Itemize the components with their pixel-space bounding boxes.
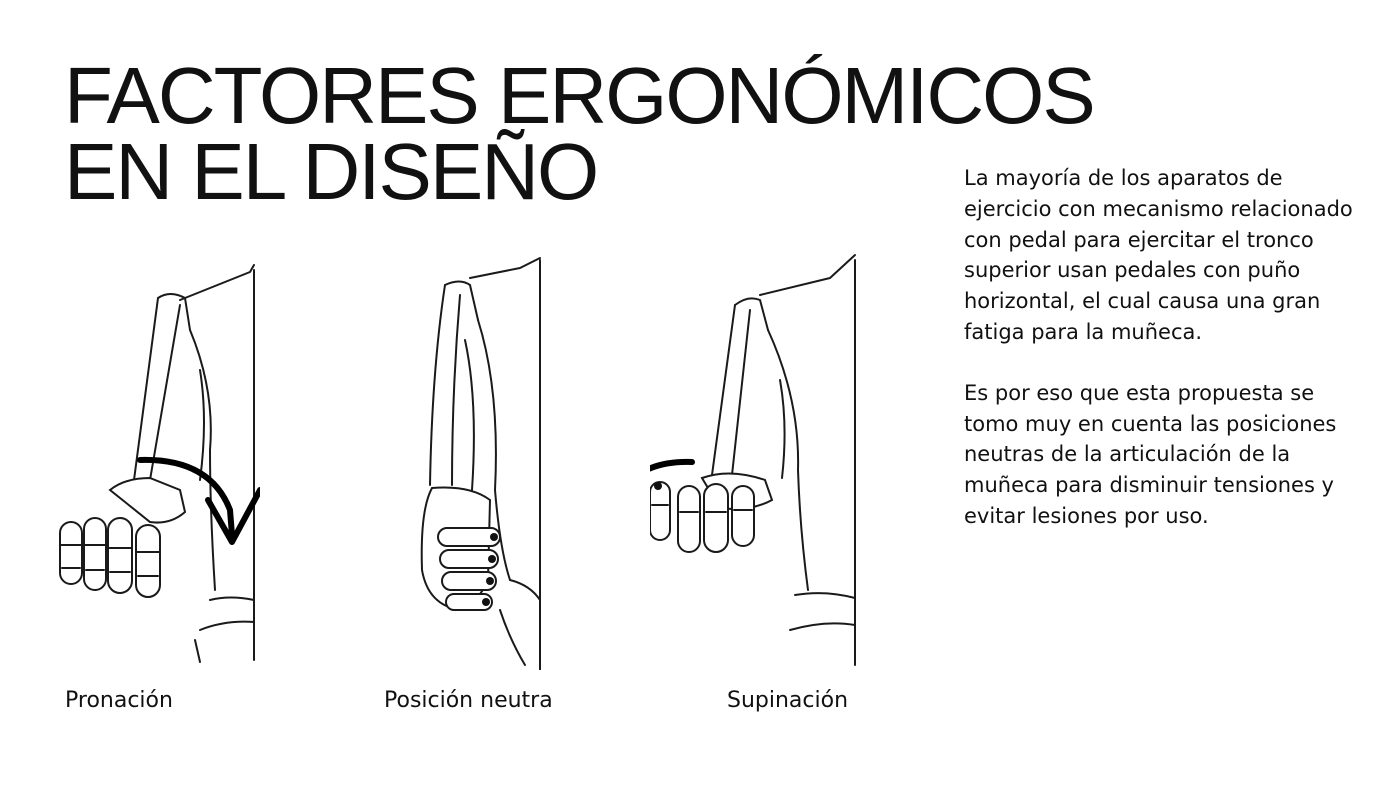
title-line-1: FACTORES ERGONÓMICOS bbox=[64, 51, 1094, 140]
description-paragraph-2: Es por eso que esta propuesta se tomo muy en cuenta las posiciones neutras de la articulación de la muñeca para disminuir tensiones y evitar lesiones por uso. bbox=[964, 380, 1337, 528]
caption-pronation: Pronación bbox=[65, 688, 173, 713]
caption-supination: Supinación bbox=[727, 688, 849, 713]
supination-illustration bbox=[650, 250, 860, 670]
neutral-position-illustration bbox=[360, 250, 570, 670]
description-paragraph-1: La mayoría de los aparatos de ejercicio con mecanismo relacionado con pedal para ejercitar el tronco superior usan pedales con puño horizontal, el cual causa una gran fatiga para la muñeca. bbox=[964, 166, 1353, 344]
description bbox=[964, 163, 1364, 532]
title-line-2: EN EL DISEÑO bbox=[64, 127, 598, 216]
pronation-illustration bbox=[50, 250, 260, 670]
caption-neutral: Posición neutra bbox=[384, 688, 553, 713]
page-title bbox=[64, 51, 1094, 216]
